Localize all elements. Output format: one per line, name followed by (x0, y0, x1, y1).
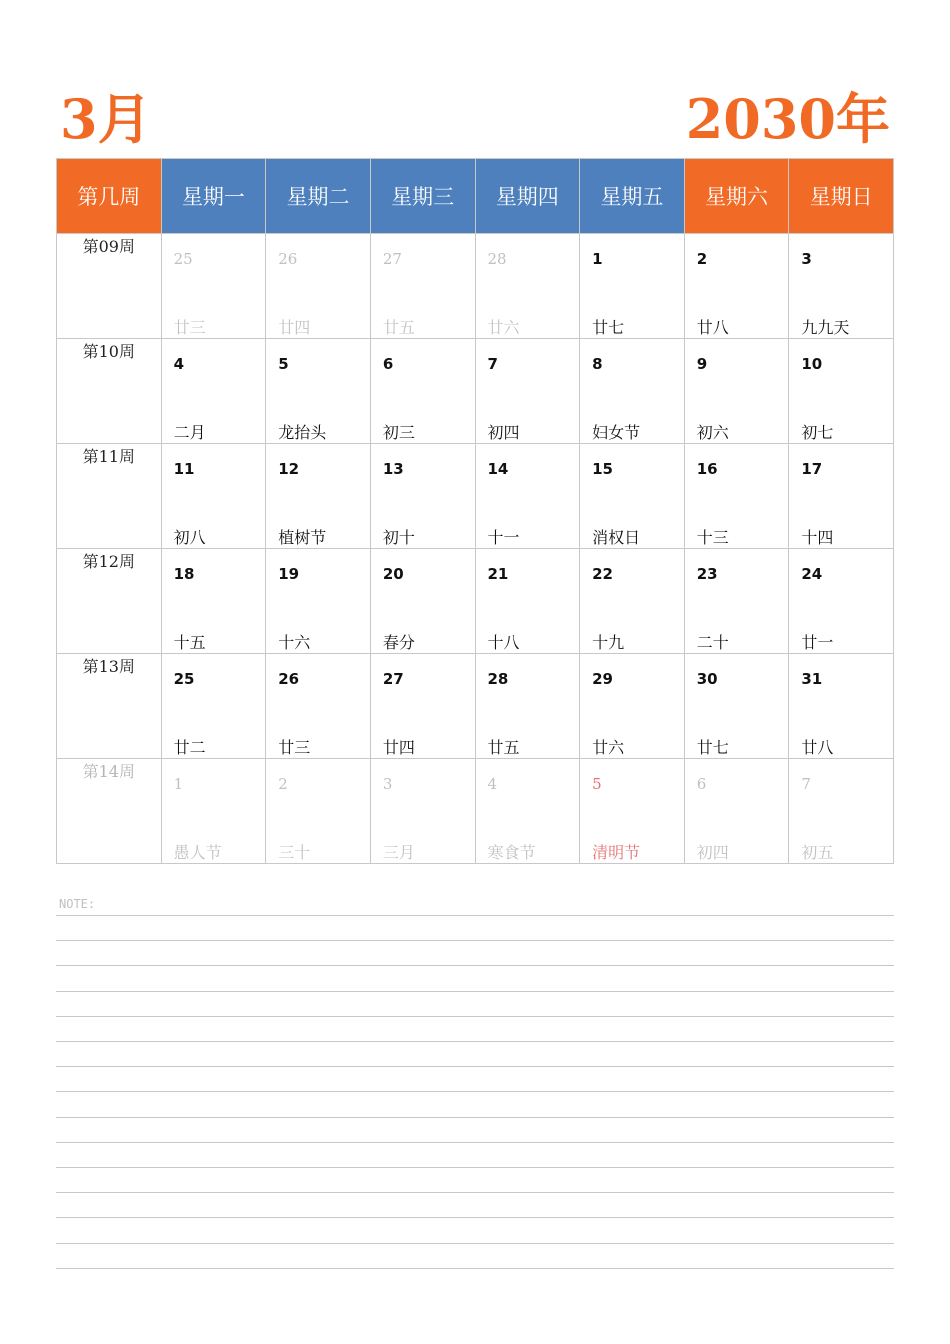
day-number: 5 (278, 355, 289, 373)
lunar-date: 十四 (801, 528, 834, 547)
lunar-date: 二月 (173, 423, 206, 442)
calendar-body (57, 234, 894, 864)
day-number: 18 (173, 565, 195, 583)
day-number: 4 (173, 355, 185, 373)
day-cell[interactable] (580, 234, 685, 339)
day-cell[interactable] (370, 549, 475, 654)
day-number: 2 (696, 250, 708, 268)
week-number: 第09周 (57, 234, 162, 339)
lunar-date: 初八 (173, 528, 206, 547)
day-number: 1 (592, 250, 603, 268)
lunar-date: 二十 (696, 633, 729, 652)
day-number: 13 (382, 460, 404, 478)
note-line (56, 1091, 894, 1092)
day-number: 14 (487, 460, 509, 478)
note-line (56, 915, 894, 916)
note-line (56, 1066, 894, 1067)
day-cell[interactable] (266, 339, 371, 444)
lunar-date: 三月 (382, 843, 415, 862)
calendar-table (56, 158, 894, 864)
week-row (57, 444, 894, 549)
day-number: 28 (487, 670, 509, 688)
calendar-header-row (57, 159, 894, 234)
note-line (56, 1268, 894, 1269)
note-line (56, 1041, 894, 1042)
month-title: 3月 (60, 87, 152, 151)
day-cell[interactable] (684, 339, 789, 444)
day-number: 21 (487, 565, 509, 583)
day-cell[interactable] (370, 654, 475, 759)
lunar-date: 廿五 (382, 318, 415, 337)
day-cell[interactable] (789, 444, 894, 549)
day-number: 1 (173, 775, 184, 793)
lunar-date: 清明节 (592, 843, 641, 862)
day-cell[interactable] (789, 759, 894, 864)
lunar-date: 消权日 (592, 528, 641, 547)
note-line (56, 1243, 894, 1244)
week-column-header: 第几周 (57, 159, 162, 234)
day-number: 11 (173, 460, 195, 478)
day-number: 26 (278, 250, 298, 268)
day-cell[interactable] (161, 654, 266, 759)
day-cell[interactable] (684, 549, 789, 654)
lunar-date: 廿四 (278, 318, 311, 337)
day-cell[interactable] (475, 759, 580, 864)
lunar-date: 初六 (696, 423, 729, 442)
day-number: 25 (173, 670, 195, 688)
lunar-date: 廿二 (173, 738, 206, 757)
note-line (56, 1142, 894, 1143)
year-title: 2030年 (685, 87, 890, 151)
day-number: 29 (592, 670, 613, 688)
day-number: 9 (696, 355, 708, 373)
day-cell[interactable] (580, 654, 685, 759)
day-cell[interactable] (580, 549, 685, 654)
weekday-header-mon: 星期一 (161, 159, 266, 234)
day-cell[interactable] (266, 444, 371, 549)
week-row (57, 549, 894, 654)
week-row (57, 654, 894, 759)
day-cell[interactable] (161, 549, 266, 654)
day-cell[interactable] (161, 444, 266, 549)
lunar-date: 廿八 (696, 318, 729, 337)
lunar-date: 初四 (696, 843, 729, 862)
day-number: 16 (696, 460, 718, 478)
day-cell[interactable] (475, 549, 580, 654)
week-number: 第10周 (57, 339, 162, 444)
day-number: 17 (801, 460, 823, 478)
week-row (57, 339, 894, 444)
day-cell[interactable] (370, 339, 475, 444)
day-number: 26 (278, 670, 300, 688)
weekday-header-tue: 星期二 (266, 159, 371, 234)
note-line (56, 940, 894, 941)
lunar-date: 廿一 (801, 633, 834, 652)
week-number: 第12周 (57, 549, 162, 654)
lunar-date: 十八 (487, 633, 520, 652)
day-cell[interactable] (161, 234, 266, 339)
week-row (57, 759, 894, 864)
day-number: 23 (696, 565, 718, 583)
day-number: 4 (487, 775, 498, 793)
day-cell[interactable] (580, 339, 685, 444)
week-number: 第13周 (57, 654, 162, 759)
day-number: 19 (278, 565, 300, 583)
day-number: 24 (801, 565, 823, 583)
lunar-date: 寒食节 (487, 843, 536, 862)
note-line (56, 991, 894, 992)
day-cell[interactable] (161, 339, 266, 444)
day-cell[interactable] (789, 654, 894, 759)
day-cell[interactable] (580, 759, 685, 864)
lunar-date: 十一 (487, 528, 520, 547)
day-cell[interactable] (475, 444, 580, 549)
weekday-header-sat: 星期六 (684, 159, 789, 234)
day-number: 12 (278, 460, 300, 478)
day-cell[interactable] (684, 759, 789, 864)
weekday-header-fri: 星期五 (580, 159, 685, 234)
day-number: 22 (592, 565, 613, 583)
day-cell[interactable] (266, 759, 371, 864)
day-number: 25 (173, 250, 193, 268)
day-cell[interactable] (475, 654, 580, 759)
day-number: 30 (696, 670, 718, 688)
day-cell[interactable] (789, 234, 894, 339)
day-number: 7 (487, 355, 498, 373)
day-number: 10 (801, 355, 823, 373)
lunar-date: 三十 (278, 843, 311, 862)
lunar-date: 廿六 (592, 738, 625, 757)
week-number: 第14周 (57, 759, 162, 864)
day-cell[interactable] (266, 654, 371, 759)
day-number: 31 (801, 670, 823, 688)
lunar-date: 初七 (801, 423, 834, 442)
lunar-date: 廿三 (173, 318, 206, 337)
weekday-header-sun: 星期日 (789, 159, 894, 234)
day-number: 27 (382, 670, 404, 688)
day-number: 5 (592, 775, 602, 793)
day-number: 15 (592, 460, 613, 478)
note-line (56, 1192, 894, 1193)
lunar-date: 廿七 (696, 738, 729, 757)
note-line (56, 1167, 894, 1168)
day-number: 20 (382, 565, 404, 583)
lunar-date: 愚人节 (173, 843, 222, 862)
lunar-date: 九九天 (801, 318, 850, 337)
lunar-date: 十六 (278, 633, 311, 652)
day-cell[interactable] (684, 234, 789, 339)
lunar-date: 初四 (487, 423, 520, 442)
note-label: NOTE: (59, 897, 96, 911)
day-cell[interactable] (684, 444, 789, 549)
lunar-date: 廿八 (801, 738, 834, 757)
lunar-date: 初三 (382, 423, 415, 442)
lunar-date: 初五 (801, 843, 834, 862)
lunar-date: 十九 (592, 633, 625, 652)
day-cell[interactable] (370, 444, 475, 549)
note-line (56, 965, 894, 966)
lunar-date: 十五 (173, 633, 206, 652)
lunar-date: 十三 (696, 528, 729, 547)
day-cell[interactable] (580, 444, 685, 549)
lunar-date: 龙抬头 (278, 423, 327, 442)
lunar-date: 初十 (382, 528, 415, 547)
day-number: 3 (801, 250, 812, 268)
lunar-date: 廿三 (278, 738, 311, 757)
week-number: 第11周 (57, 444, 162, 549)
week-row (57, 234, 894, 339)
lunar-date: 廿七 (592, 318, 625, 337)
day-number: 8 (592, 355, 603, 373)
day-number: 6 (382, 355, 394, 373)
lunar-date: 廿六 (487, 318, 520, 337)
lunar-date: 妇女节 (592, 423, 641, 442)
weekday-header-wed: 星期三 (370, 159, 475, 234)
day-cell[interactable] (370, 759, 475, 864)
lunar-date: 廿五 (487, 738, 520, 757)
note-line (56, 1217, 894, 1218)
day-cell[interactable] (370, 234, 475, 339)
day-number: 7 (801, 775, 811, 793)
day-cell[interactable] (266, 549, 371, 654)
day-number: 3 (382, 775, 393, 793)
note-line (56, 1117, 894, 1118)
lunar-date: 廿四 (382, 738, 415, 757)
day-number: 28 (487, 250, 507, 268)
day-number: 2 (278, 775, 288, 793)
day-cell[interactable] (266, 234, 371, 339)
day-cell[interactable] (475, 339, 580, 444)
day-cell[interactable] (684, 654, 789, 759)
day-cell[interactable] (475, 234, 580, 339)
lunar-date: 春分 (382, 633, 415, 652)
day-cell[interactable] (789, 339, 894, 444)
day-number: 6 (696, 775, 707, 793)
day-cell[interactable] (789, 549, 894, 654)
lunar-date: 植树节 (278, 528, 327, 547)
weekday-header-thu: 星期四 (475, 159, 580, 234)
day-number: 27 (382, 250, 402, 268)
note-line (56, 1016, 894, 1017)
day-cell[interactable] (161, 759, 266, 864)
